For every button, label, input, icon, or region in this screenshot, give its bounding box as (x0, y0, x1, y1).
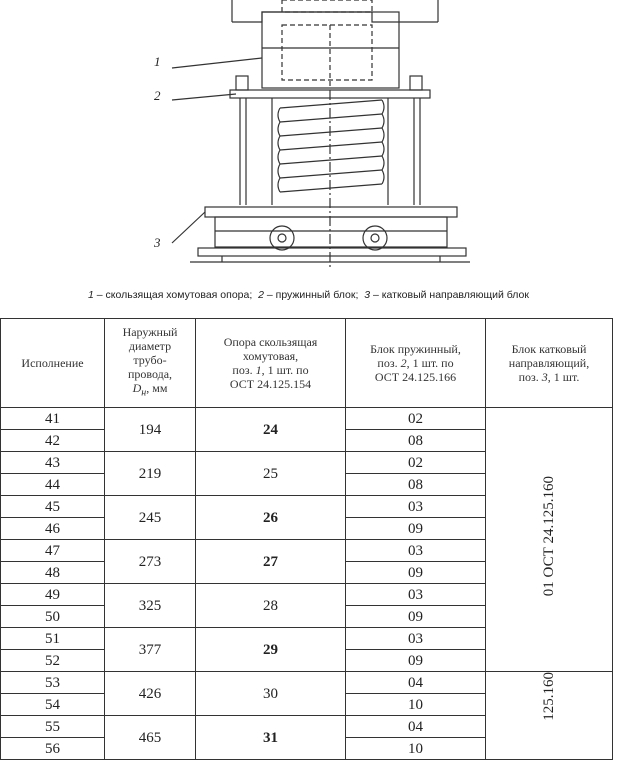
header-spring-pos-pre: поз. (377, 356, 401, 370)
spring-cell: 10 (346, 694, 486, 716)
spring-cell: 08 (346, 430, 486, 452)
variant-cell: 53 (1, 672, 105, 694)
roller-block-cell (486, 672, 613, 760)
header-diameter (105, 319, 196, 408)
variant-cell: 50 (1, 606, 105, 628)
caption-text-1: – скользящая хомутовая опора; (93, 289, 253, 301)
variant-cell: 45 (1, 496, 105, 518)
spring-cell: 09 (346, 650, 486, 672)
spring-cell: 10 (346, 738, 486, 760)
header-roller-pos-num: 3 (541, 370, 548, 384)
header-diameter-line-4: провода, (127, 367, 173, 382)
diameter-cell: 426 (105, 672, 196, 716)
header-roller-line-2: направляющий, (508, 356, 590, 370)
header-spring-pos-num: 2 (400, 356, 407, 370)
header-support (196, 319, 346, 408)
support-cell: 25 (196, 452, 346, 496)
support-cell: 26 (196, 496, 346, 540)
spring-cell: 08 (346, 474, 486, 496)
spring-cell: 03 (346, 628, 486, 650)
header-diameter-symbol: D (132, 381, 142, 396)
spec-table (0, 318, 613, 760)
diameter-cell: 245 (105, 496, 196, 540)
spring-cell: 03 (346, 496, 486, 518)
variant-cell: 48 (1, 562, 105, 584)
support-cell: 31 (196, 716, 346, 760)
roller-block-label: 125.160 (541, 672, 557, 721)
support-cell: 29 (196, 628, 346, 672)
spring-cell: 03 (346, 584, 486, 606)
header-spring-line-1: Блок пружинный, (370, 342, 461, 356)
caption-text-3: – катковый направляющий блок (370, 289, 529, 301)
diameter-cell: 219 (105, 452, 196, 496)
header-spring-std: ОСТ 24.125.166 (374, 370, 457, 384)
support-cell: 30 (196, 672, 346, 716)
variant-cell: 46 (1, 518, 105, 540)
spring-cell: 04 (346, 716, 486, 738)
figure-caption (0, 289, 617, 301)
header-diameter-sub: н (141, 387, 147, 399)
variant-cell: 44 (1, 474, 105, 496)
table-row (1, 672, 613, 694)
variant-cell: 42 (1, 430, 105, 452)
caption-num-3: 3 (364, 289, 371, 301)
diameter-cell: 465 (105, 716, 196, 760)
caption-text-2: – пружинный блок; (263, 289, 359, 301)
header-diameter-line-1: Наружный (122, 325, 178, 340)
header-diameter-line-3: трубо- (133, 353, 167, 368)
variant-cell: 55 (1, 716, 105, 738)
variant-cell: 41 (1, 408, 105, 430)
spring-cell: 04 (346, 672, 486, 694)
caption-num-2: 2 (258, 289, 264, 301)
variant-cell: 56 (1, 738, 105, 760)
header-variant: Исполнение (1, 319, 105, 408)
variant-cell: 49 (1, 584, 105, 606)
variant-cell: 51 (1, 628, 105, 650)
spring-cell: 02 (346, 408, 486, 430)
spring-cell: 09 (346, 518, 486, 540)
variant-cell: 47 (1, 540, 105, 562)
support-cell: 28 (196, 584, 346, 628)
diameter-cell: 273 (105, 540, 196, 584)
spring-cell: 02 (346, 452, 486, 474)
header-spring (346, 319, 486, 408)
header-support-pos-post: , 1 шт. по (261, 363, 309, 377)
spring-cell: 09 (346, 562, 486, 584)
spring-cell: 09 (346, 606, 486, 628)
technical-drawing (0, 0, 617, 285)
callout-1: 1 (154, 54, 161, 69)
diameter-cell: 194 (105, 408, 196, 452)
table-header-row (1, 319, 613, 408)
header-diameter-unit: , мм (146, 381, 168, 396)
header-roller-pos-post: , 1 шт. (547, 370, 580, 384)
callout-3: 3 (154, 235, 161, 250)
variant-cell: 54 (1, 694, 105, 716)
support-cell: 27 (196, 540, 346, 584)
table-row (1, 408, 613, 430)
spring-cell: 03 (346, 540, 486, 562)
header-support-pos-pre: поз. (232, 363, 256, 377)
diameter-cell: 377 (105, 628, 196, 672)
header-roller-pos-pre: поз. (518, 370, 542, 384)
support-cell: 24 (196, 408, 346, 452)
header-support-line-2: хомутовая, (242, 349, 299, 363)
variant-cell: 52 (1, 650, 105, 672)
header-support-std: ОСТ 24.125.154 (229, 377, 312, 391)
header-support-pos-num: 1 (255, 363, 262, 377)
diameter-cell: 325 (105, 584, 196, 628)
roller-block-label: 01 ОСТ 24.125.160 (541, 476, 557, 597)
callout-2: 2 (154, 88, 161, 103)
caption-num-1: 1 (88, 289, 94, 301)
roller-block-cell (486, 408, 613, 672)
header-roller (486, 319, 613, 408)
header-support-line-1: Опора скользящая (223, 335, 318, 349)
header-diameter-line-2: диаметр (128, 339, 172, 354)
header-roller-line-1: Блок катковый (511, 342, 587, 356)
variant-cell: 43 (1, 452, 105, 474)
header-spring-pos-post: , 1 шт. по (406, 356, 454, 370)
